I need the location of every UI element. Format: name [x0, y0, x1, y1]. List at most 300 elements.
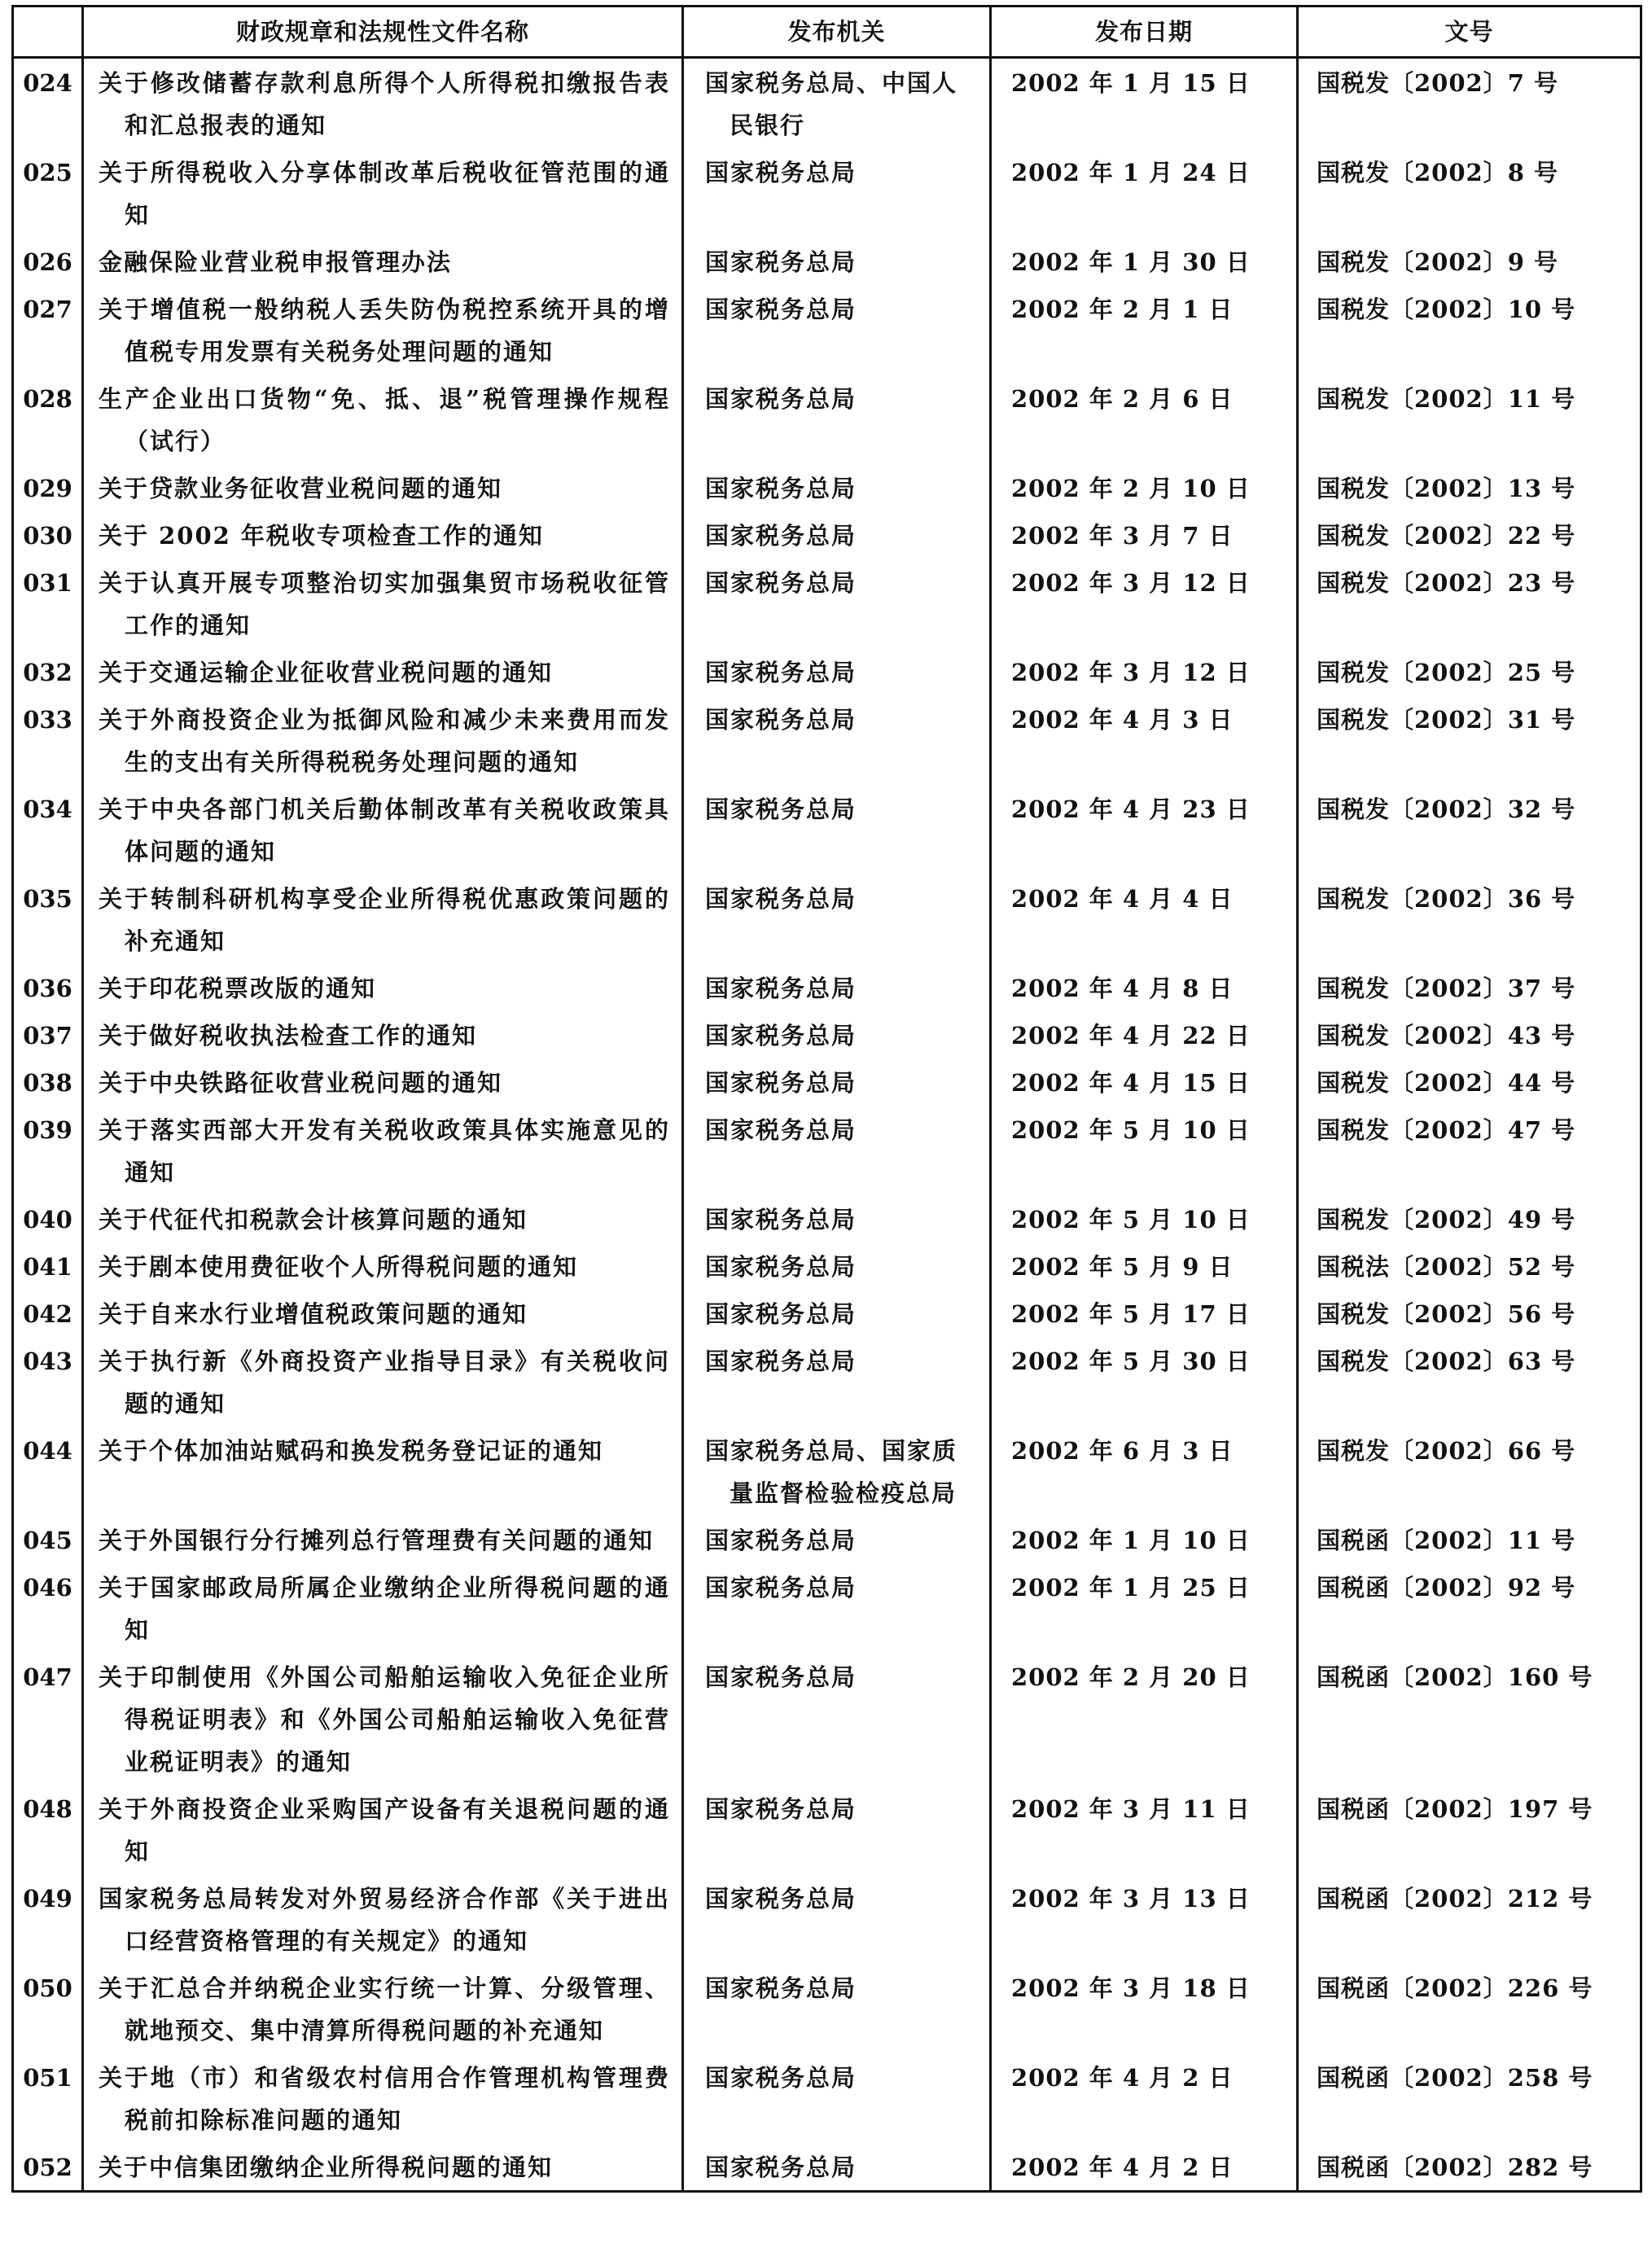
- document-number: 国税发〔2002〕13 号: [1317, 475, 1576, 502]
- publisher: 国家税务总局: [705, 296, 857, 323]
- publisher: 国家税务总局: [705, 159, 857, 186]
- document-name: 关于外商投资企业为抵御风险和减少未来费用而发生的支出有关所得税税务处理问题的通知: [99, 706, 670, 776]
- document-name-cell: [83, 695, 683, 785]
- document-number: 国税函〔2002〕212 号: [1317, 1885, 1593, 1913]
- document-name: 关于个体加油站赋码和换发税务登记证的通知: [99, 1437, 604, 1465]
- document-number: 国税发〔2002〕63 号: [1317, 1347, 1576, 1375]
- publisher-cell: [683, 1426, 991, 1516]
- document-number-cell: [1298, 1426, 1641, 1516]
- publisher-cell: [683, 285, 991, 375]
- document-number-cell: [1298, 1785, 1641, 1874]
- document-number-cell: [1298, 375, 1641, 464]
- row-number-cell: [13, 1058, 83, 1106]
- publish-date: 2002 年 1 月 10 日: [1011, 1527, 1251, 1554]
- document-number: 国税发〔2002〕7 号: [1317, 69, 1558, 97]
- publish-date-cell: [991, 238, 1298, 285]
- table-row: [13, 1011, 1641, 1058]
- publish-date-cell: [991, 375, 1298, 464]
- document-number-cell: [1298, 2053, 1641, 2143]
- row-number: 026: [23, 248, 72, 276]
- document-name: 关于中信集团缴纳企业所得税问题的通知: [99, 2154, 554, 2181]
- document-name: 关于增值税一般纳税人丢失防伪税控系统开具的增值税专用发票有关税务处理问题的通知: [99, 296, 670, 366]
- publisher: 国家税务总局: [705, 1206, 857, 1233]
- publisher: 国家税务总局、国家质量监督检验检疫总局: [705, 1437, 958, 1507]
- row-number-cell: [13, 874, 83, 964]
- publisher: 国家税务总局: [705, 569, 857, 597]
- table-row: [13, 1964, 1641, 2053]
- row-number-cell: [13, 1242, 83, 1290]
- row-number-cell: [13, 1195, 83, 1242]
- publish-date: 2002 年 5 月 10 日: [1011, 1116, 1251, 1144]
- publish-date: 2002 年 1 月 30 日: [1011, 248, 1251, 276]
- document-number: 国税函〔2002〕11 号: [1317, 1527, 1576, 1554]
- publisher: 国家税务总局: [705, 795, 857, 823]
- row-number-cell: [13, 511, 83, 559]
- document-number-cell: [1298, 1964, 1641, 2053]
- document-name: 关于修改储蓄存款利息所得个人所得税扣缴报告表和汇总报表的通知: [99, 69, 670, 139]
- document-number: 国税发〔2002〕36 号: [1317, 885, 1576, 913]
- document-number-cell: [1298, 1563, 1641, 1653]
- publish-date-cell: [991, 695, 1298, 785]
- header-no: [13, 7, 83, 58]
- row-number: 051: [23, 2064, 72, 2092]
- document-name: 关于做好税收执法检查工作的通知: [99, 1022, 478, 1049]
- document-name: 关于自来水行业增值税政策问题的通知: [99, 1300, 528, 1328]
- document-name-cell: [83, 148, 683, 238]
- table-row: [13, 785, 1641, 874]
- row-number: 047: [23, 1663, 72, 1691]
- publish-date: 2002 年 3 月 11 日: [1011, 1795, 1251, 1823]
- table-row: [13, 511, 1641, 559]
- publish-date-cell: [991, 874, 1298, 964]
- publish-date-cell: [991, 1106, 1298, 1195]
- publish-date-cell: [991, 1426, 1298, 1516]
- publisher: 国家税务总局: [705, 385, 857, 413]
- row-number: 037: [23, 1022, 72, 1049]
- publisher-cell: [683, 559, 991, 648]
- publish-date-cell: [991, 285, 1298, 375]
- document-number-cell: [1298, 511, 1641, 559]
- document-name: 关于 2002 年税收专项检查工作的通知: [99, 522, 544, 550]
- publish-date: 2002 年 2 月 20 日: [1011, 1663, 1251, 1691]
- publisher: 国家税务总局: [705, 248, 857, 276]
- row-number: 025: [23, 159, 72, 186]
- publisher: 国家税务总局: [705, 522, 857, 550]
- table-row: [13, 1337, 1641, 1426]
- table-row: [13, 1426, 1641, 1516]
- publisher-cell: [683, 964, 991, 1011]
- row-number: 034: [23, 795, 72, 823]
- publisher-cell: [683, 1563, 991, 1653]
- publisher: 国家税务总局: [705, 1574, 857, 1602]
- publisher-cell: [683, 148, 991, 238]
- publisher-cell: [683, 1874, 991, 1964]
- publish-date-cell: [991, 964, 1298, 1011]
- document-name-cell: [83, 1106, 683, 1195]
- document-number: 国税发〔2002〕8 号: [1317, 159, 1558, 186]
- publish-date: 2002 年 4 月 4 日: [1011, 885, 1234, 913]
- row-number: 039: [23, 1116, 72, 1144]
- publish-date-cell: [991, 1011, 1298, 1058]
- row-number-cell: [13, 2053, 83, 2143]
- document-number-cell: [1298, 2143, 1641, 2192]
- row-number-cell: [13, 785, 83, 874]
- document-name-cell: [83, 648, 683, 695]
- document-number-cell: [1298, 1011, 1641, 1058]
- document-number: 国税函〔2002〕226 号: [1317, 1974, 1593, 2002]
- row-number: 033: [23, 706, 72, 734]
- row-number-cell: [13, 964, 83, 1011]
- row-number: 050: [23, 1974, 72, 2002]
- header-publisher: 发布机关: [683, 7, 991, 58]
- publish-date: 2002 年 2 月 6 日: [1011, 385, 1234, 413]
- table-row: [13, 1106, 1641, 1195]
- document-name: 国家税务总局转发对外贸易经济合作部《关于进出口经营资格管理的有关规定》的通知: [99, 1885, 670, 1955]
- row-number-cell: [13, 648, 83, 695]
- document-name-cell: [83, 1964, 683, 2053]
- document-number-cell: [1298, 964, 1641, 1011]
- publisher-cell: [683, 785, 991, 874]
- row-number-cell: [13, 238, 83, 285]
- row-number: 042: [23, 1300, 72, 1328]
- table-row: [13, 58, 1641, 149]
- publisher: 国家税务总局: [705, 1527, 857, 1554]
- document-number: 国税函〔2002〕160 号: [1317, 1663, 1593, 1691]
- publisher-cell: [683, 511, 991, 559]
- document-name: 关于国家邮政局所属企业缴纳企业所得税问题的通知: [99, 1574, 670, 1644]
- document-name-cell: [83, 1653, 683, 1785]
- document-number: 国税发〔2002〕22 号: [1317, 522, 1576, 550]
- publisher-cell: [683, 1290, 991, 1337]
- document-number: 国税发〔2002〕43 号: [1317, 1022, 1576, 1049]
- publisher: 国家税务总局、中国人民银行: [705, 69, 958, 139]
- table-header: [13, 7, 1641, 58]
- publish-date: 2002 年 5 月 9 日: [1011, 1253, 1234, 1281]
- publish-date-cell: [991, 148, 1298, 238]
- document-name-cell: [83, 785, 683, 874]
- table-row: [13, 1058, 1641, 1106]
- row-number: 030: [23, 522, 72, 550]
- table-row: [13, 1516, 1641, 1563]
- document-number: 国税函〔2002〕282 号: [1317, 2154, 1593, 2181]
- document-number: 国税发〔2002〕11 号: [1317, 385, 1576, 413]
- publish-date: 2002 年 4 月 23 日: [1011, 795, 1251, 823]
- publisher: 国家税务总局: [705, 706, 857, 734]
- row-number-cell: [13, 2143, 83, 2192]
- publisher-cell: [683, 375, 991, 464]
- publisher-cell: [683, 1195, 991, 1242]
- table-row: [13, 559, 1641, 648]
- publisher-cell: [683, 2053, 991, 2143]
- header-date: 发布日期: [991, 7, 1298, 58]
- row-number-cell: [13, 1337, 83, 1426]
- publisher: 国家税务总局: [705, 1253, 857, 1281]
- publisher: 国家税务总局: [705, 885, 857, 913]
- document-name-cell: [83, 1242, 683, 1290]
- row-number: 031: [23, 569, 72, 597]
- document-name-cell: [83, 285, 683, 375]
- publish-date: 2002 年 1 月 24 日: [1011, 159, 1251, 186]
- table-row: [13, 1563, 1641, 1653]
- row-number-cell: [13, 559, 83, 648]
- document-name-cell: [83, 2143, 683, 2192]
- row-number: 024: [23, 69, 72, 97]
- document-name-cell: [83, 238, 683, 285]
- publisher: 国家税务总局: [705, 1885, 857, 1913]
- document-number: 国税函〔2002〕92 号: [1317, 1574, 1576, 1602]
- publish-date-cell: [991, 2053, 1298, 2143]
- publisher: 国家税务总局: [705, 1663, 857, 1691]
- publisher: 国家税务总局: [705, 1347, 857, 1375]
- document-number-cell: [1298, 1874, 1641, 1964]
- row-number-cell: [13, 1785, 83, 1874]
- row-number-cell: [13, 1964, 83, 2053]
- document-number: 国税发〔2002〕31 号: [1317, 706, 1576, 734]
- table-row: [13, 238, 1641, 285]
- document-name-cell: [83, 559, 683, 648]
- document-number-cell: [1298, 695, 1641, 785]
- row-number-cell: [13, 1290, 83, 1337]
- row-number-cell: [13, 58, 83, 149]
- document-name: 关于贷款业务征收营业税问题的通知: [99, 475, 503, 502]
- publish-date-cell: [991, 58, 1298, 149]
- row-number: 027: [23, 296, 72, 323]
- table-row: [13, 1290, 1641, 1337]
- publish-date: 2002 年 5 月 10 日: [1011, 1206, 1251, 1233]
- publisher-cell: [683, 1785, 991, 1874]
- publish-date: 2002 年 4 月 3 日: [1011, 706, 1234, 734]
- publisher-cell: [683, 1653, 991, 1785]
- table-row: [13, 1195, 1641, 1242]
- row-number-cell: [13, 1874, 83, 1964]
- document-number-cell: [1298, 58, 1641, 149]
- row-number: 044: [23, 1437, 72, 1465]
- document-number-cell: [1298, 1290, 1641, 1337]
- row-number-cell: [13, 148, 83, 238]
- document-name: 金融保险业营业税申报管理办法: [99, 248, 453, 276]
- document-name: 关于认真开展专项整治切实加强集贸市场税收征管工作的通知: [99, 569, 670, 639]
- document-number: 国税发〔2002〕23 号: [1317, 569, 1576, 597]
- table-row: [13, 1653, 1641, 1785]
- publish-date: 2002 年 4 月 2 日: [1011, 2064, 1234, 2092]
- document-name: 关于转制科研机构享受企业所得税优惠政策问题的补充通知: [99, 885, 670, 955]
- row-number: 028: [23, 385, 72, 413]
- row-number-cell: [13, 1653, 83, 1785]
- row-number-cell: [13, 1516, 83, 1563]
- publish-date-cell: [991, 648, 1298, 695]
- publish-date-cell: [991, 1653, 1298, 1785]
- row-number: 049: [23, 1885, 72, 1913]
- document-number-cell: [1298, 1653, 1641, 1785]
- document-name: 关于剧本使用费征收个人所得税问题的通知: [99, 1253, 579, 1281]
- publisher-cell: [683, 648, 991, 695]
- publish-date: 2002 年 3 月 12 日: [1011, 659, 1251, 686]
- regulations-table: [11, 5, 1642, 2193]
- publisher-cell: [683, 695, 991, 785]
- document-name-cell: [83, 375, 683, 464]
- document-number: 国税发〔2002〕66 号: [1317, 1437, 1576, 1465]
- document-name-cell: [83, 511, 683, 559]
- header-name: 财政规章和法规性文件名称: [83, 7, 683, 58]
- table-row: [13, 648, 1641, 695]
- document-name-cell: [83, 1874, 683, 1964]
- document-name: 关于交通运输企业征收营业税问题的通知: [99, 659, 554, 686]
- publisher-cell: [683, 238, 991, 285]
- publisher-cell: [683, 1964, 991, 2053]
- publisher: 国家税务总局: [705, 1116, 857, 1144]
- publish-date-cell: [991, 2143, 1298, 2192]
- document-number-cell: [1298, 1195, 1641, 1242]
- row-number: 048: [23, 1795, 72, 1823]
- publish-date-cell: [991, 1337, 1298, 1426]
- document-name-cell: [83, 1290, 683, 1337]
- row-number: 045: [23, 1527, 72, 1554]
- row-number-cell: [13, 464, 83, 511]
- document-number-cell: [1298, 648, 1641, 695]
- publish-date-cell: [991, 1058, 1298, 1106]
- document-number: 国税发〔2002〕47 号: [1317, 1116, 1576, 1144]
- document-name-cell: [83, 2053, 683, 2143]
- row-number-cell: [13, 1426, 83, 1516]
- document-name: 关于落实西部大开发有关税收政策具体实施意见的通知: [99, 1116, 670, 1186]
- document-name-cell: [83, 964, 683, 1011]
- document-name: 关于中央铁路征收营业税问题的通知: [99, 1069, 503, 1097]
- document-name: 关于所得税收入分享体制改革后税收征管范围的通知: [99, 159, 670, 229]
- document-name-cell: [83, 1563, 683, 1653]
- table-row: [13, 1785, 1641, 1874]
- document-name: 关于印制使用《外国公司船舶运输收入免征企业所得税证明表》和《外国公司船舶运输收入免征营业税证明表》的通知: [99, 1663, 670, 1776]
- header-doc-no: 文号: [1298, 7, 1641, 58]
- document-number-cell: [1298, 285, 1641, 375]
- publisher-cell: [683, 1516, 991, 1563]
- row-number-cell: [13, 695, 83, 785]
- document-name-cell: [83, 1337, 683, 1426]
- table-row: [13, 874, 1641, 964]
- publish-date: 2002 年 2 月 10 日: [1011, 475, 1251, 502]
- publish-date-cell: [991, 1785, 1298, 1874]
- publisher: 国家税务总局: [705, 1069, 857, 1097]
- document-name: 关于外商投资企业采购国产设备有关退税问题的通知: [99, 1795, 670, 1865]
- document-name-cell: [83, 874, 683, 964]
- publish-date: 2002 年 6 月 3 日: [1011, 1437, 1234, 1465]
- row-number-cell: [13, 1563, 83, 1653]
- document-number-cell: [1298, 1516, 1641, 1563]
- row-number: 041: [23, 1253, 72, 1281]
- document-number: 国税发〔2002〕49 号: [1317, 1206, 1576, 1233]
- row-number: 038: [23, 1069, 72, 1097]
- row-number: 052: [23, 2154, 72, 2181]
- row-number-cell: [13, 1011, 83, 1058]
- publisher-cell: [683, 2143, 991, 2192]
- publisher-cell: [683, 58, 991, 149]
- publish-date: 2002 年 1 月 25 日: [1011, 1574, 1251, 1602]
- row-number: 043: [23, 1347, 72, 1375]
- row-number: 035: [23, 885, 72, 913]
- publisher-cell: [683, 1106, 991, 1195]
- table-row: [13, 464, 1641, 511]
- publisher: 国家税务总局: [705, 975, 857, 1002]
- row-number-cell: [13, 1106, 83, 1195]
- document-name: 关于印花税票改版的通知: [99, 975, 377, 1002]
- table-row: [13, 964, 1641, 1011]
- row-number-cell: [13, 375, 83, 464]
- publisher: 国家税务总局: [705, 2154, 857, 2181]
- document-number: 国税发〔2002〕56 号: [1317, 1300, 1576, 1328]
- publish-date: 2002 年 3 月 13 日: [1011, 1885, 1251, 1913]
- publish-date-cell: [991, 1290, 1298, 1337]
- document-name: 关于外国银行分行摊列总行管理费有关问题的通知: [99, 1527, 655, 1554]
- document-name-cell: [83, 1516, 683, 1563]
- table-row: [13, 375, 1641, 464]
- publisher: 国家税务总局: [705, 475, 857, 502]
- table-row: [13, 148, 1641, 238]
- publisher-cell: [683, 464, 991, 511]
- document-number: 国税发〔2002〕10 号: [1317, 296, 1576, 323]
- document-name: 关于代征代扣税款会计核算问题的通知: [99, 1206, 528, 1233]
- document-name: 关于地（市）和省级农村信用合作管理机构管理费税前扣除标准问题的通知: [99, 2064, 670, 2134]
- table-row: [13, 1874, 1641, 1964]
- publisher: 国家税务总局: [705, 1795, 857, 1823]
- document-number: 国税函〔2002〕258 号: [1317, 2064, 1593, 2092]
- row-number-cell: [13, 285, 83, 375]
- document-number: 国税发〔2002〕37 号: [1317, 975, 1576, 1002]
- header-row: [13, 7, 1641, 58]
- publish-date-cell: [991, 1242, 1298, 1290]
- publish-date-cell: [991, 511, 1298, 559]
- document-name-cell: [83, 464, 683, 511]
- publish-date-cell: [991, 1195, 1298, 1242]
- table-row: [13, 2143, 1641, 2192]
- publish-date-cell: [991, 464, 1298, 511]
- document-number-cell: [1298, 785, 1641, 874]
- document-number-cell: [1298, 1058, 1641, 1106]
- publish-date: 2002 年 4 月 8 日: [1011, 975, 1234, 1002]
- document-number-cell: [1298, 1337, 1641, 1426]
- document-number-cell: [1298, 874, 1641, 964]
- document-name: 关于执行新《外商投资产业指导目录》有关税收问题的通知: [99, 1347, 670, 1418]
- document-number-cell: [1298, 1242, 1641, 1290]
- publisher-cell: [683, 874, 991, 964]
- document-number-cell: [1298, 559, 1641, 648]
- document-name-cell: [83, 58, 683, 149]
- publisher: 国家税务总局: [705, 2064, 857, 2092]
- publisher: 国家税务总局: [705, 659, 857, 686]
- document-number: 国税发〔2002〕32 号: [1317, 795, 1576, 823]
- row-number: 040: [23, 1206, 72, 1233]
- table-row: [13, 285, 1641, 375]
- publisher: 国家税务总局: [705, 1974, 857, 2002]
- document-name: 关于汇总合并纳税企业实行统一计算、分级管理、就地预交、集中清算所得税问题的补充通知: [99, 1974, 670, 2044]
- publish-date-cell: [991, 1563, 1298, 1653]
- publisher: 国家税务总局: [705, 1022, 857, 1049]
- publisher-cell: [683, 1058, 991, 1106]
- document-name-cell: [83, 1011, 683, 1058]
- document-name-cell: [83, 1058, 683, 1106]
- document-number-cell: [1298, 464, 1641, 511]
- row-number: 032: [23, 659, 72, 686]
- publish-date: 2002 年 5 月 17 日: [1011, 1300, 1251, 1328]
- publish-date: 2002 年 1 月 15 日: [1011, 69, 1251, 97]
- publisher-cell: [683, 1337, 991, 1426]
- publish-date: 2002 年 4 月 22 日: [1011, 1022, 1251, 1049]
- document-name: 关于中央各部门机关后勤体制改革有关税收政策具体问题的通知: [99, 795, 670, 865]
- row-number: 046: [23, 1574, 72, 1602]
- publish-date: 2002 年 4 月 2 日: [1011, 2154, 1234, 2181]
- document-name: 生产企业出口货物“免、抵、退”税管理操作规程（试行）: [99, 385, 670, 455]
- publish-date-cell: [991, 1516, 1298, 1563]
- publish-date: 2002 年 5 月 30 日: [1011, 1347, 1251, 1375]
- row-number: 029: [23, 475, 72, 502]
